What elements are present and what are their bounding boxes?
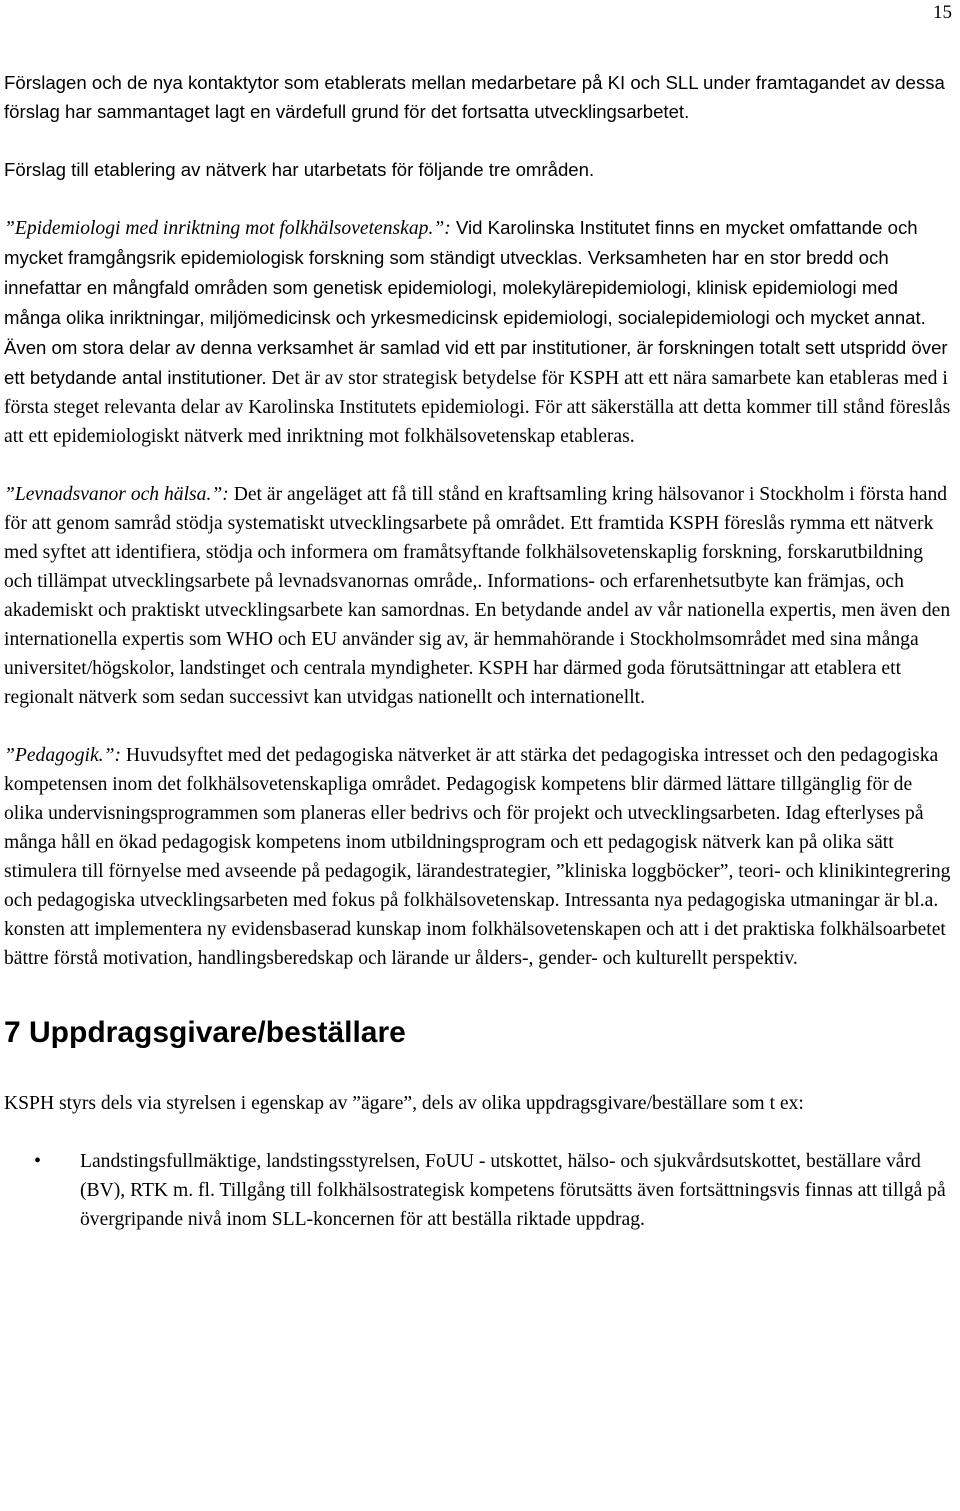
pedagogik-paragraph (4, 741, 956, 973)
epidemiologi-title: ”Epidemiologi med inriktning mot folkhälsovetenskap.”: (4, 218, 451, 239)
section-lead-paragraph: KSPH styrs dels via styrelsen i egenskap av ”ägare”, dels av olika uppdragsgivare/beställare som t ex: (4, 1093, 804, 1114)
levnadsvanor-paragraph (4, 480, 956, 712)
document-body (4, 68, 956, 1234)
levnadsvanor-title: ”Levnadsvanor och hälsa.”: (4, 484, 229, 505)
intro-paragraph: Förslagen och de nya kontaktytor som etablerats mellan medarbetare på KI och SLL under framtagandet av dessa förslag har sammantaget lagt en värdefull grund för det fortsatta utvecklingsarbetet. (4, 72, 945, 122)
bullet-icon: • (34, 1150, 42, 1172)
network-intro-paragraph: Förslag till etablering av nätverk har utarbetats för följande tre områden. (4, 159, 595, 180)
pedagogik-text: Huvudsyftet med det pedagogiska nätverket är att stärka det pedagogiska intresset och den pedagogiska kompetensen inom det folkhälsovetenskapliga området. Pedagogisk kompetens blir därmed lättare tillgänglig för de olika undervisningsprogrammen som planeras eller bedrivs och för projekt och utvecklingsarbeten. Idag efterlyses på många håll en ökad pedagogisk kompetens inom utbildningsprogram och ett pedagogisk nätverk kan på olika sätt stimulera till förnyelse med avseende på pedagogik, lärandestrategier, ”kliniska loggböcker”, teori- och klinikintegrering och pedagogiska utvecklingsarbeten med fokus på folkhälsovetenskap. Intressanta nya pedagogiska utmaningar är bl.a. konsten att implementera ny evidensbaserad kunskap inom folkhälsovetenskapen och att i det praktiska folkhälsoarbetet bättre förstå motivation, handlingsberedskap och lärande ur ålders-, gender- och kulturellt perspektiv. (4, 745, 951, 969)
section-heading: 7 Uppdragsgivare/beställare (4, 1016, 406, 1049)
epidemiologi-text-2: Verksamheten har en stor bredd och innefattar en mångfald områden som genetisk epidemiologi, molekylärepidemiologi, klinisk epidemiologi med många olika inriktningar, miljömedicinsk och yrkesmedicinsk epidemiologi, socialepidemiologi och mycket annat. Även om stora delar av denna verksamhet är samlad vid ett par institutioner, är forskningen totalt sett utspridd över ett betydande antal institutioner. (4, 247, 948, 388)
page-number: 15 (933, 2, 952, 23)
list-item-text: Landstingsfullmäktige, landstingsstyrelsen, FoUU - utskottet, hälso- och sjukvårdsutskottet, beställare vård (BV), RTK m. fl. Tillgång till folkhälsostrategisk kompetens förutsätts även fortsättningsvis finnas att tillgå på övergripande nivå inom SLL-koncernen för att beställa riktade uppdrag. (80, 1151, 946, 1230)
epidemiologi-text: Vid Karolinska Institutet finns en mycket omfattande och mycket framgångsrik epidemiologisk forskning som ständigt utvecklas. (4, 217, 918, 268)
list-item (4, 1147, 956, 1234)
epidemiologi-paragraph (4, 213, 956, 451)
levnadsvanor-text: Det är angeläget att få till stånd en kraftsamling kring hälsovanor i Stockholm i första hand för att genom samråd stödja systematiskt utvecklingsarbete på området. Ett framtida KSPH föreslås rymma ett nätverk med syftet att identifiera, stödja och informera om framåtsyftande folkhälsovetenskaplig forskning, forskarutbildning och tillämpat utvecklingsarbete på levnadsvanornas område,. Informations- och erfarenhetsutbyte kan främjas, och akademiskt och praktiskt utvecklingsarbete kan samordnas. En betydande andel av vår nationella expertis, men även den internationella expertis som WHO och EU använder sig av, är hemmahörande i Stockholmsområdet med sina många universitet/högskolor, landstinget och centrala myndigheter. KSPH har därmed goda förutsättningar att etablera ett regionalt nätverk som sedan successivt kan utvidgas nationellt och internationellt. (4, 484, 951, 708)
bullet-list (4, 1147, 956, 1234)
epidemiologi-text-3: Det är av stor strategisk betydelse för KSPH att ett nära samarbete kan etableras med i första steget relevanta delar av Karolinska Institutets epidemiologi. För att säkerställa att detta kommer till stånd föreslås att ett epidemiologiskt nätverk med inriktning mot folkhälsovetenskap etableras. (4, 368, 951, 447)
pedagogik-title: ”Pedagogik.”: (4, 745, 122, 766)
